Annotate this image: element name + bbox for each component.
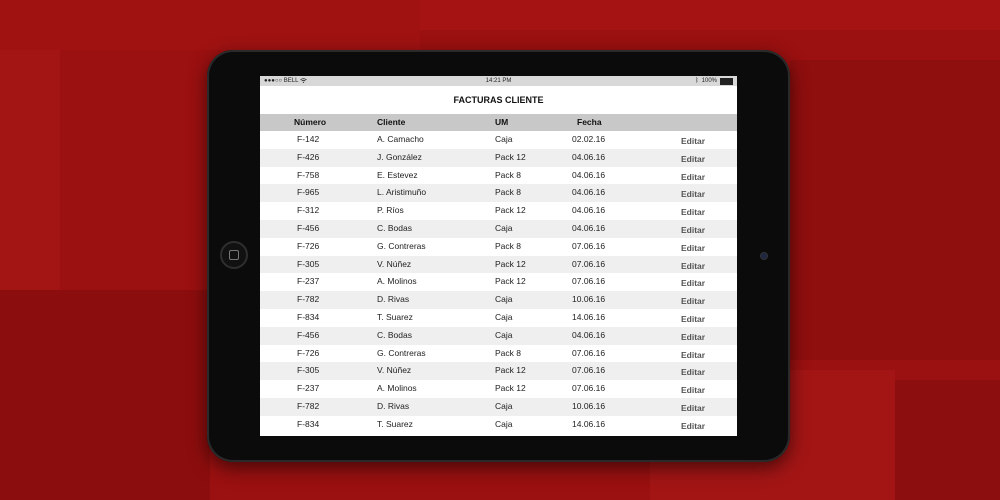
bluetooth-icon: ᛒ bbox=[695, 78, 699, 84]
cell-numero: F-834 bbox=[297, 418, 320, 429]
cell-fecha: 10.06.16 bbox=[572, 294, 606, 305]
battery-icon bbox=[720, 78, 733, 85]
table-row[interactable] bbox=[260, 345, 737, 363]
cell-cliente: A. Molinos bbox=[377, 383, 417, 394]
cell-numero: F-726 bbox=[297, 240, 320, 251]
camera-icon bbox=[760, 252, 768, 260]
cell-cliente: D. Rivas bbox=[377, 400, 410, 411]
cell-fecha: 07.06.16 bbox=[572, 240, 606, 251]
page-title: FACTURAS CLIENTE bbox=[453, 95, 544, 105]
cell-fecha: 07.06.16 bbox=[572, 347, 606, 358]
table-row[interactable] bbox=[260, 327, 737, 345]
cell-um: Pack 12 bbox=[495, 258, 526, 269]
edit-link[interactable]: Editar bbox=[681, 385, 706, 396]
edit-link[interactable]: Editar bbox=[681, 331, 706, 342]
table-row[interactable] bbox=[260, 256, 737, 274]
background-panel bbox=[0, 290, 210, 500]
edit-link[interactable]: Editar bbox=[681, 136, 706, 146]
edit-link[interactable]: Editar bbox=[681, 189, 706, 200]
background-panel bbox=[420, 0, 1000, 30]
cell-cliente: J. González bbox=[377, 151, 422, 162]
cell-um: Pack 8 bbox=[495, 347, 521, 358]
cell-fecha: 14.06.16 bbox=[572, 311, 606, 322]
cell-um: Pack 12 bbox=[495, 151, 526, 162]
cell-cliente: A. Molinos bbox=[377, 276, 417, 287]
header-cliente[interactable]: Cliente bbox=[377, 117, 406, 127]
table-row[interactable] bbox=[260, 184, 737, 202]
cell-fecha: 07.06.16 bbox=[572, 258, 606, 269]
cell-numero: F-782 bbox=[297, 294, 320, 305]
edit-link[interactable]: Editar bbox=[681, 313, 706, 324]
cell-um: Pack 8 bbox=[495, 240, 521, 251]
cell-cliente: T. Suarez bbox=[377, 311, 413, 322]
header-fecha[interactable]: Fecha bbox=[577, 117, 602, 127]
cell-fecha: 10.06.16 bbox=[572, 400, 606, 411]
table-row[interactable] bbox=[260, 291, 737, 309]
cell-fecha: 04.06.16 bbox=[572, 169, 606, 180]
edit-link[interactable]: Editar bbox=[681, 207, 706, 218]
edit-link[interactable]: Editar bbox=[681, 260, 706, 271]
cell-um: Caja bbox=[495, 134, 513, 144]
table-row[interactable] bbox=[260, 416, 737, 434]
cell-cliente: D. Rivas bbox=[377, 294, 410, 305]
table-row[interactable] bbox=[260, 309, 737, 327]
table-row[interactable] bbox=[260, 149, 737, 167]
cell-fecha: 04.06.16 bbox=[572, 187, 606, 198]
cell-fecha: 07.06.16 bbox=[572, 383, 606, 394]
battery-percent: 100% bbox=[701, 78, 717, 84]
cell-um: Caja bbox=[495, 400, 513, 411]
cell-um: Pack 12 bbox=[495, 383, 526, 394]
cell-fecha: 07.06.16 bbox=[572, 276, 606, 287]
cell-um: Pack 8 bbox=[495, 187, 521, 198]
cell-numero: F-305 bbox=[297, 258, 320, 269]
edit-link[interactable]: Editar bbox=[681, 278, 706, 289]
cell-numero: F-782 bbox=[297, 400, 320, 411]
cell-cliente: C. Bodas bbox=[377, 329, 412, 340]
edit-link[interactable]: Editar bbox=[681, 296, 706, 307]
cell-numero: F-726 bbox=[297, 347, 320, 358]
cell-um: Pack 12 bbox=[495, 276, 526, 287]
cell-um: Pack 12 bbox=[495, 365, 526, 376]
cell-cliente: V. Núñez bbox=[377, 365, 412, 376]
cell-cliente: P. Ríos bbox=[377, 205, 404, 216]
edit-link[interactable]: Editar bbox=[681, 153, 706, 164]
cell-fecha: 04.06.16 bbox=[572, 151, 606, 162]
status-right bbox=[695, 76, 733, 86]
cell-um: Caja bbox=[495, 294, 513, 305]
cell-numero: F-965 bbox=[297, 187, 320, 198]
background-panel bbox=[0, 0, 420, 50]
edit-link[interactable]: Editar bbox=[681, 367, 706, 378]
cell-um: Caja bbox=[495, 418, 513, 429]
clock: 14:21 PM bbox=[485, 78, 512, 84]
cell-cliente: V. Núñez bbox=[377, 258, 412, 269]
table-row[interactable] bbox=[260, 362, 737, 380]
header-um[interactable]: UM bbox=[495, 117, 509, 127]
cell-cliente: G. Contreras bbox=[377, 347, 426, 358]
cell-numero: F-456 bbox=[297, 329, 320, 340]
cell-um: Caja bbox=[495, 311, 513, 322]
cell-cliente: A. Camacho bbox=[377, 134, 424, 144]
table-row[interactable] bbox=[260, 202, 737, 220]
cell-numero: F-426 bbox=[297, 151, 320, 162]
edit-link[interactable]: Editar bbox=[681, 402, 706, 413]
cell-cliente: C. Bodas bbox=[377, 222, 412, 233]
cell-numero: F-237 bbox=[297, 276, 320, 287]
cell-fecha: 07.06.16 bbox=[572, 365, 606, 376]
cell-numero: F-834 bbox=[297, 311, 320, 322]
cell-um: Pack 12 bbox=[495, 205, 526, 216]
home-button-icon[interactable] bbox=[220, 241, 248, 269]
cell-fecha: 04.06.16 bbox=[572, 205, 606, 216]
cell-um: Caja bbox=[495, 329, 513, 340]
cell-numero: F-142 bbox=[297, 134, 320, 144]
cell-numero: F-456 bbox=[297, 222, 320, 233]
cell-numero: F-305 bbox=[297, 365, 320, 376]
cell-um: Pack 8 bbox=[495, 169, 521, 180]
cell-numero: F-312 bbox=[297, 205, 320, 216]
edit-link[interactable]: Editar bbox=[681, 420, 706, 431]
table-row[interactable] bbox=[260, 380, 737, 398]
cell-fecha: 04.06.16 bbox=[572, 222, 606, 233]
cell-cliente: T. Suarez bbox=[377, 418, 413, 429]
cell-um: Caja bbox=[495, 222, 513, 233]
cell-numero: F-758 bbox=[297, 169, 320, 180]
background-panel bbox=[895, 380, 1000, 500]
table-header bbox=[260, 114, 737, 131]
cell-fecha: 02.02.16 bbox=[572, 134, 606, 144]
table-row[interactable] bbox=[260, 398, 737, 416]
edit-link[interactable]: Editar bbox=[681, 224, 706, 235]
background-panel bbox=[790, 60, 1000, 360]
cell-cliente: E. Estevez bbox=[377, 169, 418, 180]
table-row[interactable] bbox=[260, 131, 737, 149]
cell-cliente: G. Contreras bbox=[377, 240, 426, 251]
edit-link[interactable]: Editar bbox=[681, 349, 706, 360]
background-panel bbox=[0, 50, 60, 290]
edit-link[interactable]: Editar bbox=[681, 171, 706, 182]
table-row[interactable] bbox=[260, 273, 737, 291]
cell-cliente: L. Aristimuño bbox=[377, 187, 427, 198]
edit-link[interactable]: Editar bbox=[681, 242, 706, 253]
tablet-device bbox=[207, 50, 790, 462]
table-body bbox=[260, 131, 737, 434]
tablet-screen bbox=[260, 76, 737, 436]
table-row[interactable] bbox=[260, 167, 737, 185]
cell-fecha: 14.06.16 bbox=[572, 418, 606, 429]
cell-fecha: 04.06.16 bbox=[572, 329, 606, 340]
table-row[interactable] bbox=[260, 238, 737, 256]
status-bar bbox=[260, 76, 737, 86]
header-numero[interactable]: Número bbox=[294, 117, 327, 127]
table-row[interactable] bbox=[260, 220, 737, 238]
carrier-text: ●●●○○ BELL bbox=[264, 78, 299, 84]
cell-numero: F-237 bbox=[297, 383, 320, 394]
